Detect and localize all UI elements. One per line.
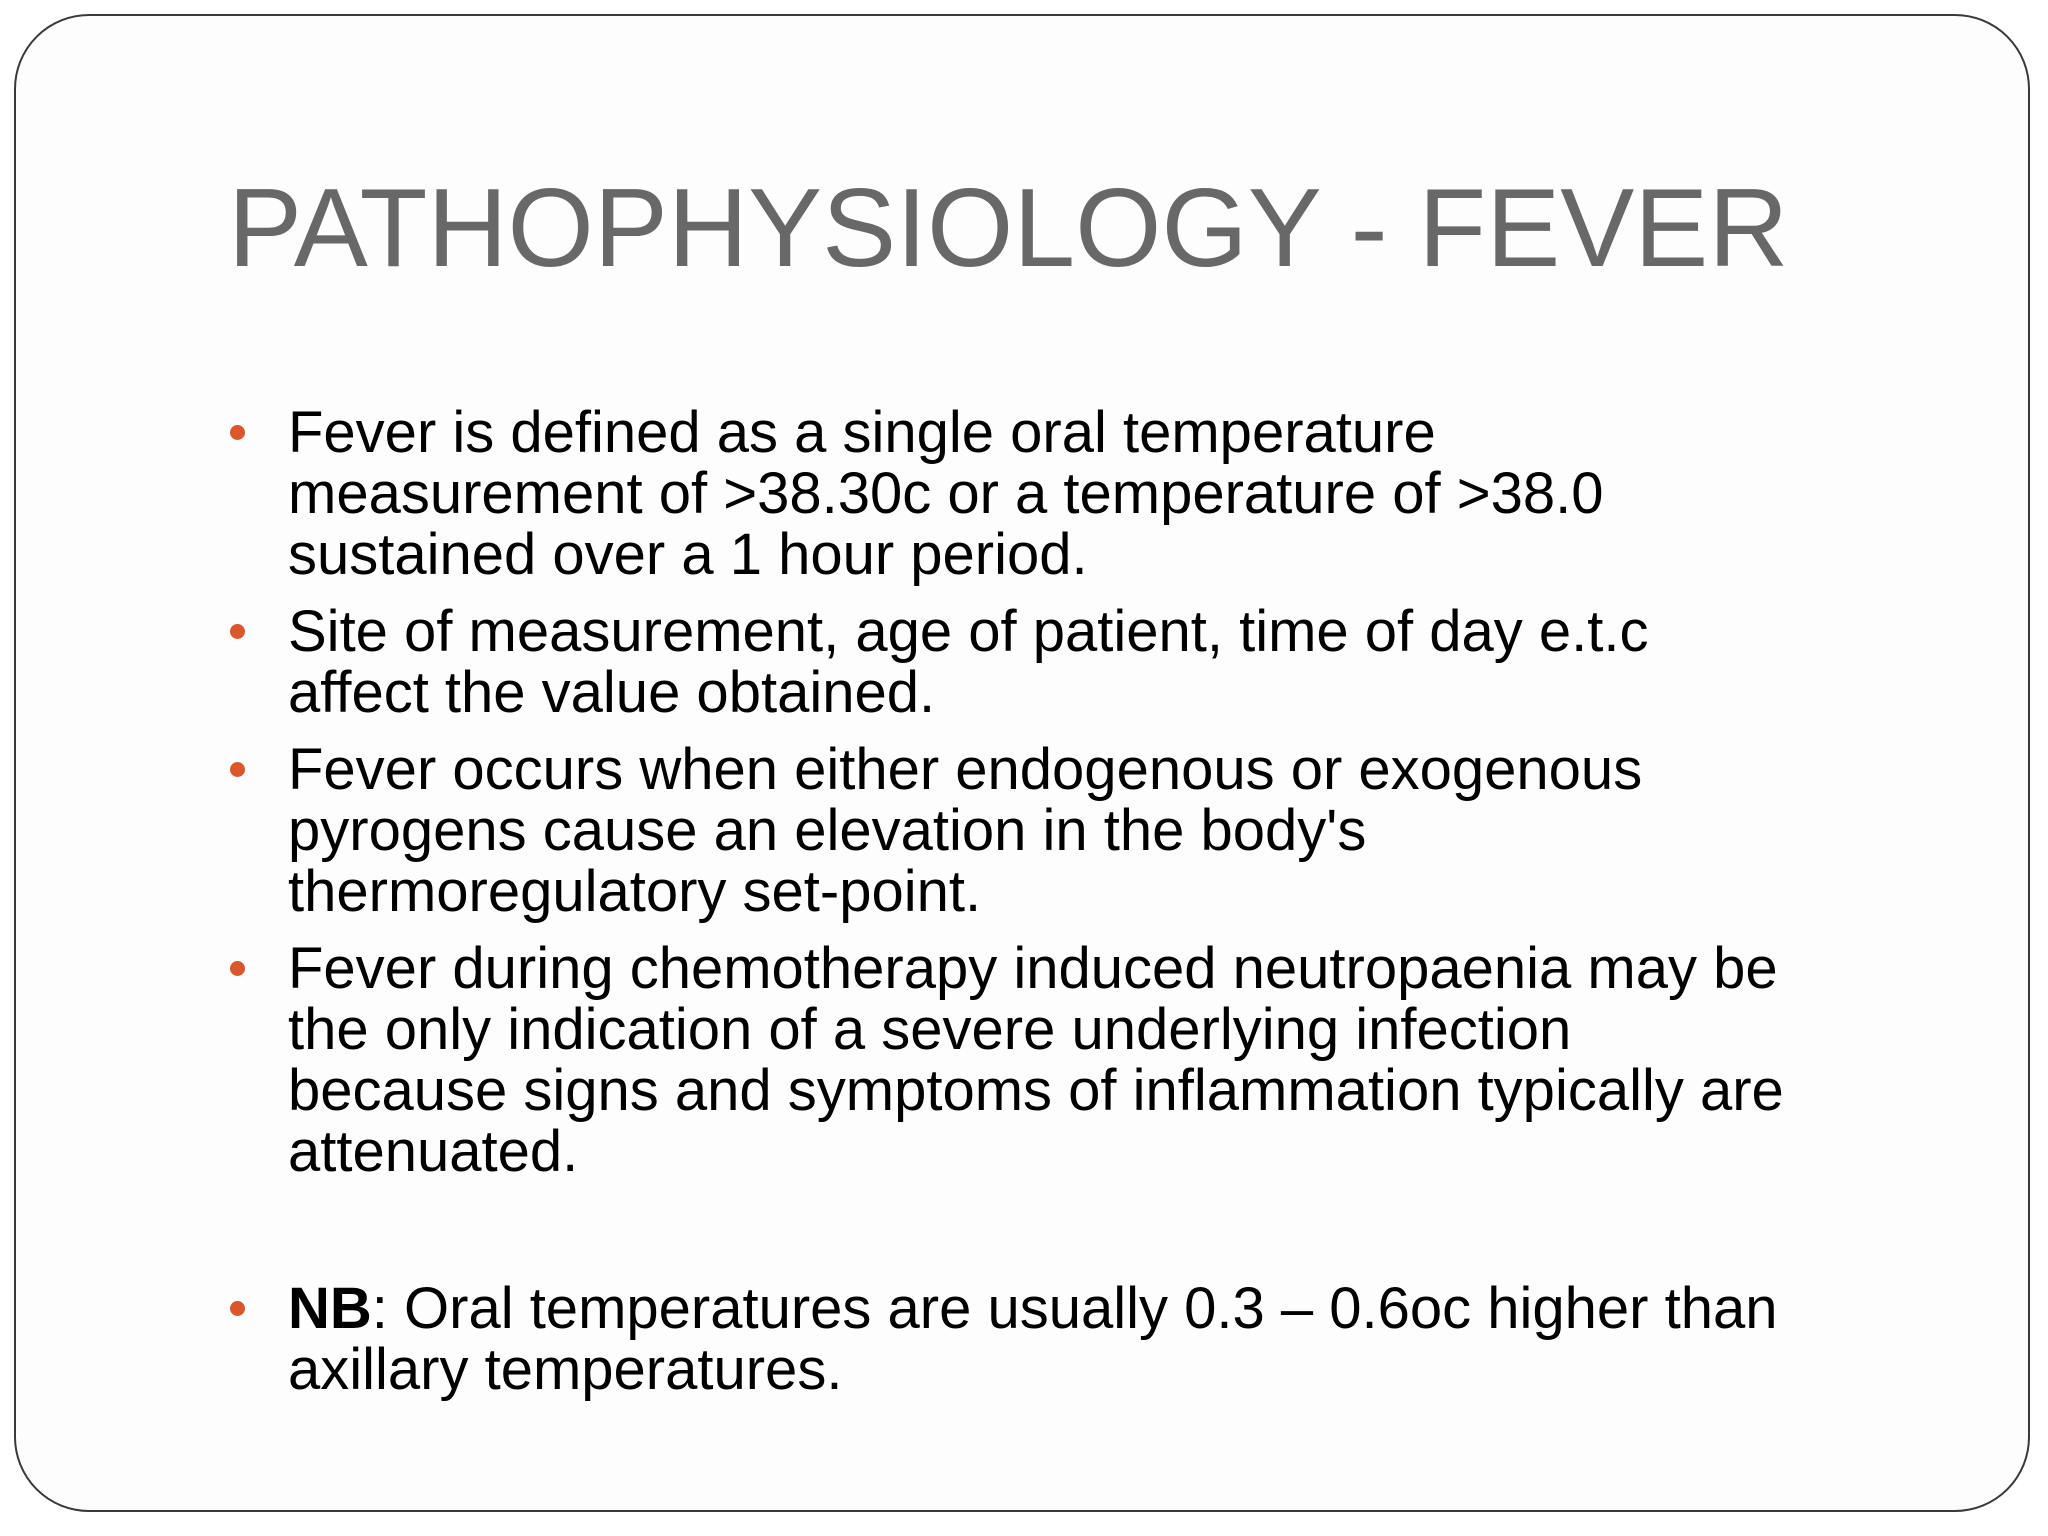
- bullet-dot-icon: [230, 624, 245, 639]
- nb-line: [288, 1278, 1928, 1339]
- bullet-text-line: thermoregulatory set-point.: [288, 859, 982, 924]
- bullet-dot-icon: [230, 961, 245, 976]
- bullet-text-line: because signs and symptoms of inflammation typically are: [288, 1058, 1784, 1123]
- bullet-measurement-factors: [228, 601, 1928, 723]
- bullet-text-line: Fever occurs when either endogenous or exogenous: [288, 737, 1643, 802]
- nb-text: : Oral temperatures are usually 0.3 – 0.6oc higher than: [371, 1276, 1778, 1341]
- bullet-text-line: Site of measurement, age of patient, time of day e.t.c: [288, 599, 1649, 664]
- bullet-text-line: axillary temperatures.: [288, 1337, 843, 1402]
- bullet-dot-icon: [230, 1301, 245, 1316]
- bullet-text-line: affect the value obtained.: [288, 660, 936, 725]
- bullet-fever-mechanism: [228, 739, 1928, 922]
- bullet-text-line: the only indication of a severe underlying infection: [288, 997, 1572, 1062]
- slide-title: PATHOPHYSIOLOGY - FEVER: [228, 166, 1789, 290]
- bullet-fever-definition: [228, 402, 1928, 585]
- nb-label: NB: [288, 1276, 372, 1341]
- bullet-text-line: measurement of >38.30c or a temperature of >38.0: [288, 461, 1604, 526]
- bullet-text-line: pyrogens cause an elevation in the body's: [288, 798, 1367, 863]
- bullet-dot-icon: [230, 425, 245, 440]
- bullet-text-line: sustained over a 1 hour period.: [288, 522, 1088, 587]
- bullet-nb-note: [228, 1278, 1928, 1400]
- bullet-text-line: Fever is defined as a single oral temperature: [288, 400, 1436, 465]
- bullet-neutropaenia: [228, 938, 1928, 1182]
- bullet-text-line: Fever during chemotherapy induced neutropaenia may be: [288, 936, 1778, 1001]
- bullet-text-line: attenuated.: [288, 1119, 579, 1184]
- bullet-dot-icon: [230, 762, 245, 777]
- bullet-list: [228, 402, 1928, 1416]
